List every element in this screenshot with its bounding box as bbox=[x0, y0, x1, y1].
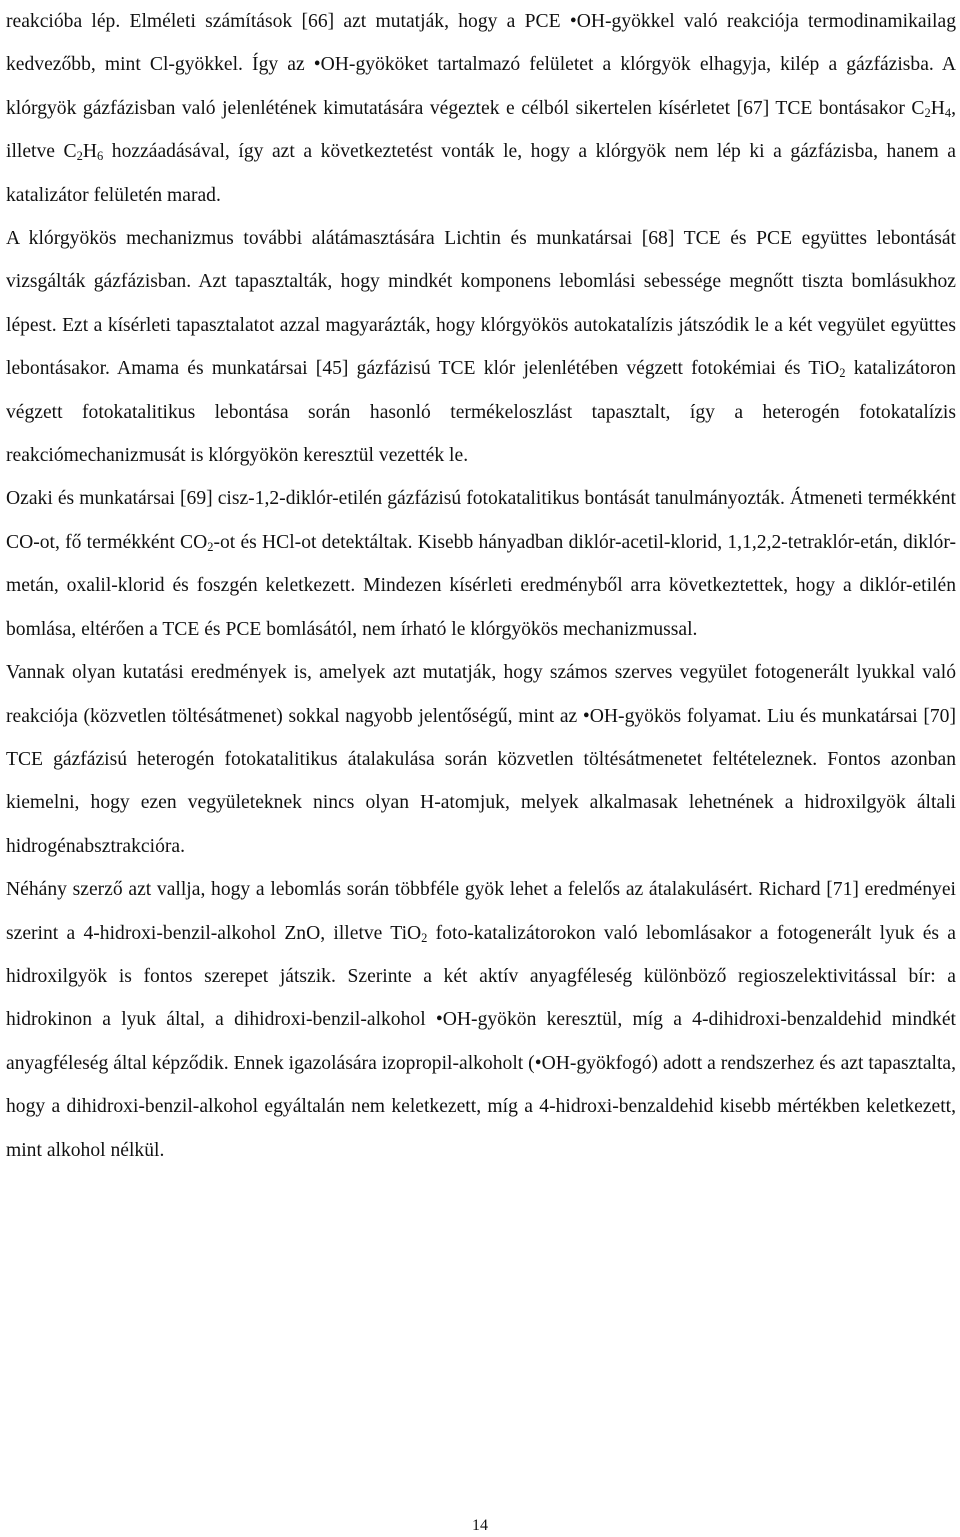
text-run: , illetve C bbox=[6, 97, 956, 163]
paragraph bbox=[6, 651, 956, 868]
text-run: katalizátoron végzett fotokatalitikus lebontása során hasonló termékeloszlást tapasztalt, így a heterogén fotokatalízis reakciómechanizmusát is klórgyökön keresztül vezették le. bbox=[6, 358, 956, 467]
text-run: Néhány szerző azt vallja, hogy a lebomlás során többféle gyök lehet a felelős az átalakulásért. Richard [71] eredményei szerint a 4-hidroxi-benzil-alkohol ZnO, illetve TiO bbox=[6, 879, 956, 944]
text-run: A klórgyökös mechanizmus további alátámasztására Lichtin és munkatársai [68] TCE és PCE együttes lebontását vizsgálták gázfázisban. Azt tapasztalták, hogy mindkét komponens lebomlási sebessége megnőtt tiszta bomlásukhoz lépest. Ezt a kísérleti tapasztalatot azzal magyarázták, hogy klórgyökös autokatalízis játszódik le a két vegyület együttes lebontásakor. Amama és munkatársai [45] gázfázisú TCE klór jelenlétében végzett fotokémiai és TiO bbox=[6, 228, 956, 380]
text-run: hozzáadásával, így azt a következtetést vonták le, hogy a klórgyök nem lép ki a gázfázisba, hanem a katalizátor felületén marad. bbox=[6, 141, 956, 206]
paragraph bbox=[6, 217, 956, 477]
subscript: 6 bbox=[97, 149, 104, 164]
subscript: 4 bbox=[944, 105, 952, 120]
text-run: -ot és HCl-ot detektáltak. Kisebb hányadban diklór-acetil-klorid, 1,1,2,2-tetraklór-etán, diklór-metán, oxalil-klorid és foszgén keletkezett. Mindezen kísérleti eredményből arra következtettek, hogy a diklór-etilén bomlása, eltérően a TCE és PCE bomlásától, nem írható le klórgyökös mechanizmussal. bbox=[6, 531, 956, 640]
text-run: H bbox=[82, 141, 97, 163]
subscript: 2 bbox=[207, 539, 214, 554]
text-run: foto-katalizátorokon való lebomlásakor a fotogenerált lyuk és a hidroxilgyök is fontos szerepet játszik. Szerinte a két aktív anyagféleség különböző regioszelektivitással bír: a hidrokinon a lyuk által, a dihidroxi-benzil-alkohol •OH-gyökön keresztül, míg a 4-dihidroxi-benzaldehid mindkét anyagféleség által képződik. Ennek igazolására izopropil-alkoholt (•OH-gyökfogó) adott a rendszerhez és azt tapasztalta, hogy a dihidroxi-benzil-alkohol egyáltalán nem keletkezett, míg a 4-hidroxi-benzaldehid kisebb mértékben keletkezett, mint alkohol nélkül. bbox=[6, 922, 956, 1161]
document-page bbox=[6, 0, 956, 1172]
text-run: H bbox=[930, 97, 945, 119]
text-run: reakcióba lép. Elméleti számítások [66] azt mutatják, hogy a PCE •OH-gyökkel való reakciója termodinamikailag kedvezőbb, mint Cl-gyökkel. Így az •OH-gyököket tartalmazó felületet a klórgyök elhagyja, kilép a gázfázisba. A klórgyök gázfázisban való jelenlétének kimutatására végeztek e célból sikertelen kísérletet [67] TCE bontásakor C bbox=[6, 11, 956, 119]
subscript: 2 bbox=[421, 930, 428, 945]
paragraph bbox=[6, 0, 956, 217]
subscript: 2 bbox=[839, 366, 846, 381]
paragraph bbox=[6, 477, 956, 651]
paragraph bbox=[6, 868, 956, 1172]
page-number: 14 bbox=[472, 1517, 488, 1534]
text-run: Vannak olyan kutatási eredmények is, amelyek azt mutatják, hogy számos szerves vegyület fotogenerált lyukkal való reakciója (közvetlen töltésátmenet) sokkal nagyobb jelentőségű, mint az •OH-gyökös folyamat. Liu és munkatársai [70] TCE gázfázisú heterogén fotokatalitikus átalakulása során közvetlen töltésátmenetet feltételeznek. Fontos azonban kiemelni, hogy ezen vegyületeknek nincs olyan H-atomjuk, melyek alkalmasak lehetnének a hidroxilgyök általi hidrogénabsztrakcióra. bbox=[6, 662, 956, 857]
body-text bbox=[6, 0, 956, 1172]
subscript: 2 bbox=[76, 149, 83, 164]
subscript: 2 bbox=[924, 105, 931, 120]
text-run: Ozaki és munkatársai [69] cisz-1,2-diklór-etilén gázfázisú fotokatalitikus bontását tanulmányozták. Átmeneti termékként CO-ot, fő termékként CO bbox=[6, 488, 956, 553]
